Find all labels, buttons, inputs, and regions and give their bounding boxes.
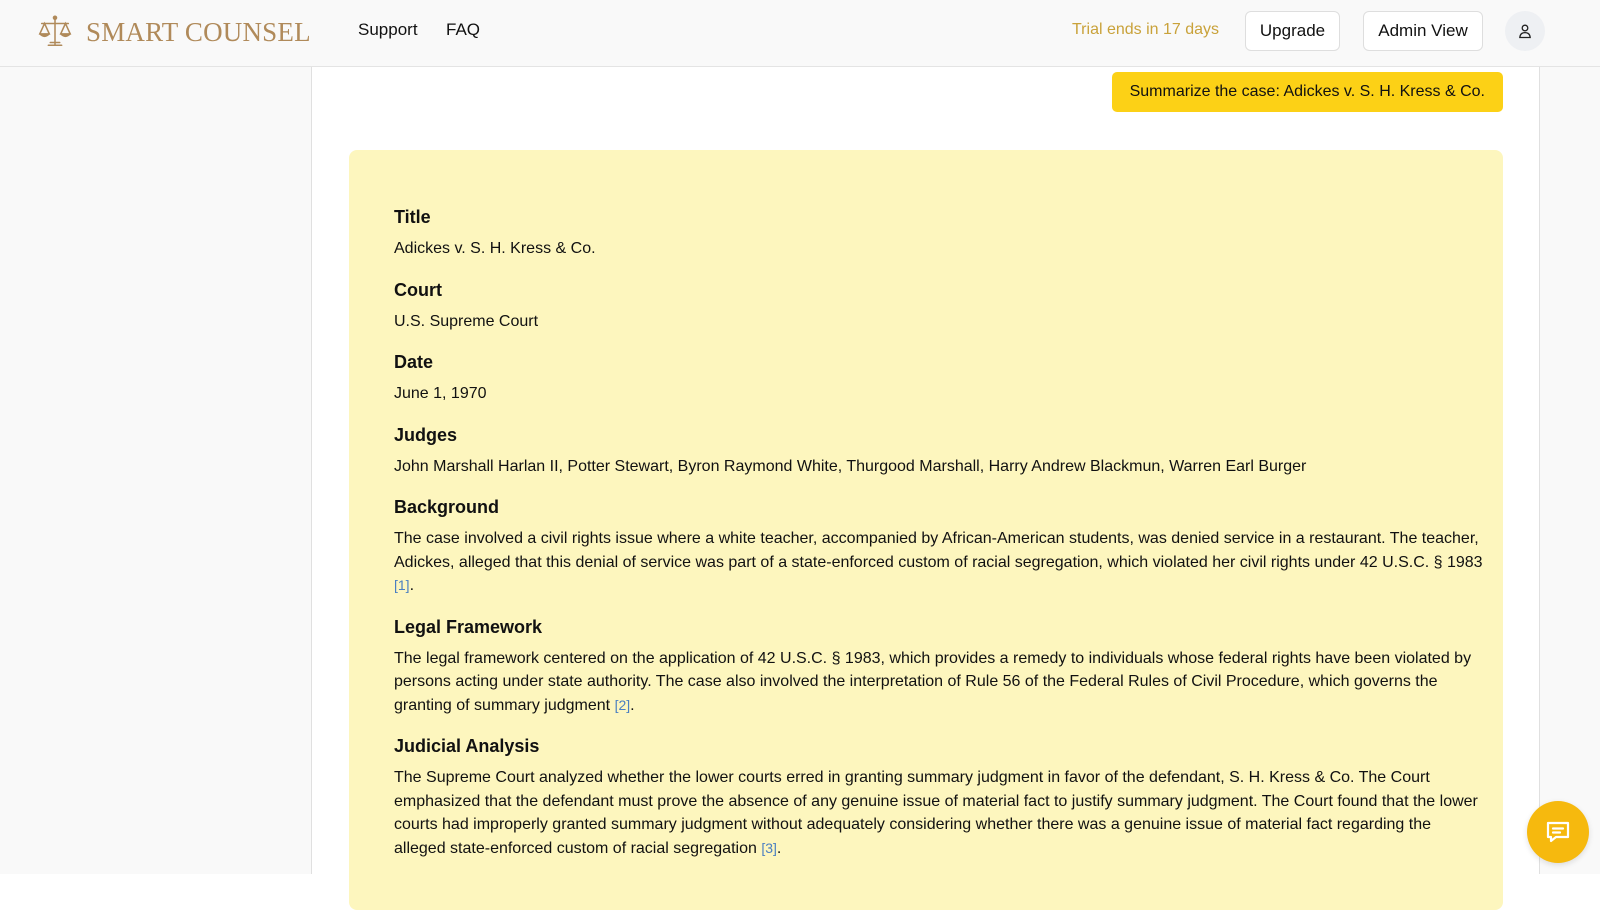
citation-link-3[interactable]: [3]	[761, 839, 777, 856]
user-avatar-button[interactable]	[1505, 11, 1545, 51]
section-body-legal-framework: The legal framework centered on the application of 42 U.S.C. § 1983, which provides a remedy to individuals whose federal rights have been violated by persons acting under state authority. The case also involved the interpretation of Rule 56 of the Federal Rules of Civil Procedure, which governs the granting of summary judgment [2].	[394, 649, 1472, 714]
user-icon	[1517, 23, 1533, 39]
brand-name: SMART COUNSEL	[86, 16, 311, 47]
background-text: The case involved a civil rights issue where a white teacher, accompanied by African-American students, was denied service in a restaurant. The teacher, Adickes, alleged that this denial of service was part of a state-enforced custom of racial segregation, which violated her civil rights under 42 U.S.C. § 1983	[394, 530, 1483, 571]
brand-logo[interactable]	[36, 12, 311, 52]
judicial-analysis-text: The Supreme Court analyzed whether the lower courts erred in granting summary judgment in favor of the defendant, S. H. Kress & Co. The Court emphasized that the defendant must prove the absence of any genuine issue of material fact to justify summary judgment. The Court found that the lower courts had improperly granted summary judgment without adequately considering whether there was a genuine issue of material fact regarding the alleged state-enforced custom of racial segregation	[394, 769, 1478, 857]
section-heading-judicial-analysis: Judicial Analysis	[394, 736, 540, 756]
chat-bubble-icon	[1544, 818, 1572, 846]
top-header	[0, 0, 1600, 67]
admin-view-button[interactable]: Admin View	[1363, 11, 1483, 51]
section-body-date: June 1, 1970	[394, 385, 487, 402]
section-heading-title: Title	[394, 207, 431, 227]
user-query-message: Summarize the case: Adickes v. S. H. Kress & Co.	[1112, 72, 1503, 112]
open-chat-button[interactable]	[1527, 801, 1589, 863]
section-heading-legal-framework: Legal Framework	[394, 616, 543, 637]
section-body-title: Adickes v. S. H. Kress & Co.	[394, 240, 596, 257]
scales-of-justice-icon	[36, 13, 74, 51]
chat-main	[313, 67, 1539, 874]
section-heading-date: Date	[394, 352, 434, 372]
nav-faq-link[interactable]: FAQ	[446, 20, 481, 39]
upgrade-button[interactable]: Upgrade	[1245, 11, 1340, 51]
citation-link-1[interactable]: [1]	[394, 577, 410, 593]
left-sidebar	[0, 67, 312, 874]
citation-link-2[interactable]: [2]	[614, 696, 631, 713]
nav-support-link[interactable]: Support	[358, 20, 418, 39]
right-gutter	[1539, 67, 1600, 874]
trial-status: Trial ends in 17 days	[1072, 21, 1220, 38]
section-heading-court: Court	[394, 279, 442, 300]
section-heading-background: Background	[394, 497, 500, 517]
case-summary-card	[349, 150, 1503, 910]
section-body-judges: John Marshall Harlan II, Potter Stewart, Byron Raymond White, Thurgood Marshall, Harry Andrew Blackmun, Warren Earl Burger	[394, 457, 1307, 475]
section-heading-judges: Judges	[394, 424, 458, 445]
section-body-court: U.S. Supreme Court	[394, 312, 539, 330]
section-body-background: The case involved a civil rights issue where a white teacher, accompanied by African-American students, was denied service in a restaurant. The teacher, Adickes, alleged that this denial of service was part of a state-enforced custom of racial segregation, which violated her civil rights under 42 U.S.C. § 1983 [1].	[394, 530, 1483, 594]
legal-framework-text: The legal framework centered on the application of 42 U.S.C. § 1983, which provides a remedy to individuals whose federal rights have been violated by persons acting under state authority. The case also involved the interpretation of Rule 56 of the Federal Rules of Civil Procedure, which governs the granting of summary judgment	[394, 649, 1472, 714]
section-body-judicial-analysis: The Supreme Court analyzed whether the lower courts erred in granting summary judgment in favor of the defendant, S. H. Kress & Co. The Court emphasized that the defendant must prove the absence of any genuine issue of material fact to justify summary judgment. The Court found that the lower courts had improperly granted summary judgment without adequately considering whether there was a genuine issue of material fact regarding the alleged state-enforced custom of racial segregation [3].	[394, 769, 1478, 857]
